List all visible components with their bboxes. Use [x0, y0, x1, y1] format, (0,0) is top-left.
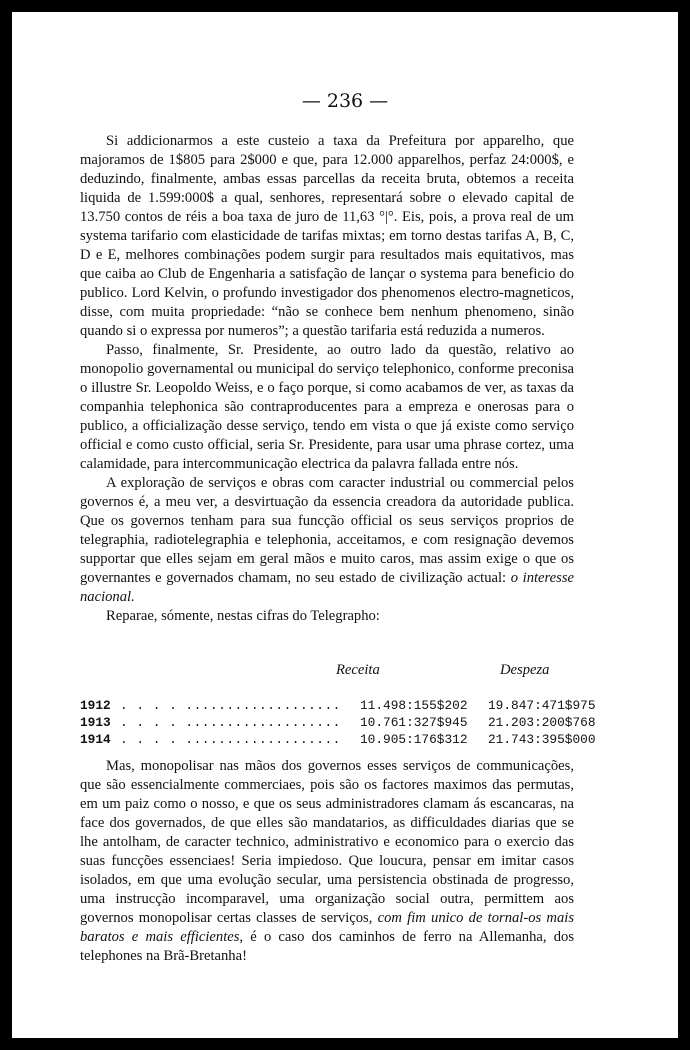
- receita-cell: 10.905:176$312: [360, 732, 468, 747]
- col-header-receita: Receita: [336, 662, 380, 678]
- scanned-page: [12, 12, 678, 1038]
- table-header: [80, 662, 626, 684]
- despeza-cell: 19.847:471$975: [488, 698, 596, 713]
- text-block-bottom: [80, 757, 574, 966]
- despeza-cell: 21.743:395$000: [488, 732, 596, 747]
- interesse-nacional: o interesse nacional.: [80, 570, 574, 605]
- despeza-cell: 21.203:200$768: [488, 715, 596, 730]
- receita-cell: 10.761:327$945: [360, 715, 468, 730]
- table-body: [80, 698, 626, 749]
- receita-cell: 11.498:155$202: [360, 698, 468, 713]
- leader-dots: . . . . ...................: [120, 698, 341, 713]
- paragraph-2: Passo, finalmente, Sr. Presidente, ao outro lado da questão, relativo ao monopolio governamental ou municipal do serviço telephonico, conforme preconisa o illustre Sr. Leopoldo Weiss, e o faço porque, si como acabamos de ver, as taxas da companhia telephonica são contraproducentes para a empreza e onerosas para o publico, a officialização desse serviço, tendo em vista o que já existe como serviço official e como custo official, seria Sr. Presidente, para usar uma phrase cortez, uma calamidade, para intercommunicação electrica da palavra fallada entre nós.: [80, 342, 574, 472]
- paragraph-3-text: A exploração de serviços e obras com caracter industrial ou commercial pelos governos é, a meu ver, a desvirtuação da essencia creadora da autoridade publica. Que os governos tenham para sua funcção official os seus serviços proprios de telegraphia, radiotelegraphia e telephonia, acceitamos, e com resignação devemos supportar que elles sejam em geral mãos e muito caros, mas assim exige o que os governantes e governados chamam, no seu estado de civilização actual:: [80, 475, 574, 586]
- paragraph-5-tail: é o caso dos caminhos de ferro na Allemanha, dos telephones na Brã-Bretanha!: [80, 929, 574, 964]
- year-cell: 1913: [80, 715, 111, 730]
- paragraph-5-italic: com fim unico de tornal-os mais baratos e mais efficientes,: [80, 910, 574, 945]
- leader-dots: . . . . ...................: [120, 732, 341, 747]
- text-block-top: [80, 132, 574, 626]
- paragraph-1: Si addicionarmos a este custeio a taxa da Prefeitura por apparelho, que majoramos de 1$805 para 2$000 e que, para 12.000 apparelhos, perfaz 24:000$, e deduzindo, finalmente, ambas essas parcellas da receita bruta, obtemos a receita liquida de 1.599:000$ a qual, senhores, representará sobre o elevado capital de 13.750 contos de réis a boa taxa de juro de 11,63 °|°. Eis, pois, a prova real de um systema tarifario com elasticidade de tarifas mixtas; em torno destas tarifas A, B, C, D e E, melhores combinações podem surgir para resultados mais equitativos, mas que caiba ao Club de Engenharia a satisfação de lançar o systema para beneficio do publico. Lord Kelvin, o profundo investigador dos phenomenos electro-magneticos, disse, com muita propriedade: “não se conhece bem nenhum phenomeno, sinão quando si o expressa por numeros”; a questão tarifaria está reduzida a numeros.: [80, 133, 574, 339]
- table-row: [80, 715, 626, 732]
- year-cell: 1914: [80, 732, 111, 747]
- table-row: [80, 732, 626, 749]
- page-number: — 236 —: [301, 90, 389, 112]
- paragraph-5-text: Mas, monopolisar nas mãos dos governos esses serviços de communicações, que são essencialmente commerciaes, pois são os factores maximos das permutas, em um paiz como o nosso, e que os seus administradores clamam ás escancaras, na face dos governados, de que elles são mandatarios, as difficuldades diarias que se lhe antolham, de caracter technico, administrativo e economico para o exercio das suas funcções essenciaes! Seria impiedoso. Que loucura, pensar em imitar casos isolados, em que uma evolução secular, uma persistencia obstinada de progresso, uma instrucção incomparavel, uma organização social outra, permittem aos governos monopolisar certas classes de serviços,: [80, 758, 574, 926]
- telegraph-figures-table: [80, 662, 626, 749]
- table-row: [80, 698, 626, 715]
- year-cell: 1912: [80, 698, 111, 713]
- paragraph-4: Reparae, sómente, nestas cifras do Telegrapho:: [106, 608, 380, 624]
- paragraph-3: [80, 474, 574, 607]
- col-header-despeza: Despeza: [500, 662, 550, 678]
- paragraph-5: [80, 757, 574, 966]
- leader-dots: . . . . ...................: [120, 715, 341, 730]
